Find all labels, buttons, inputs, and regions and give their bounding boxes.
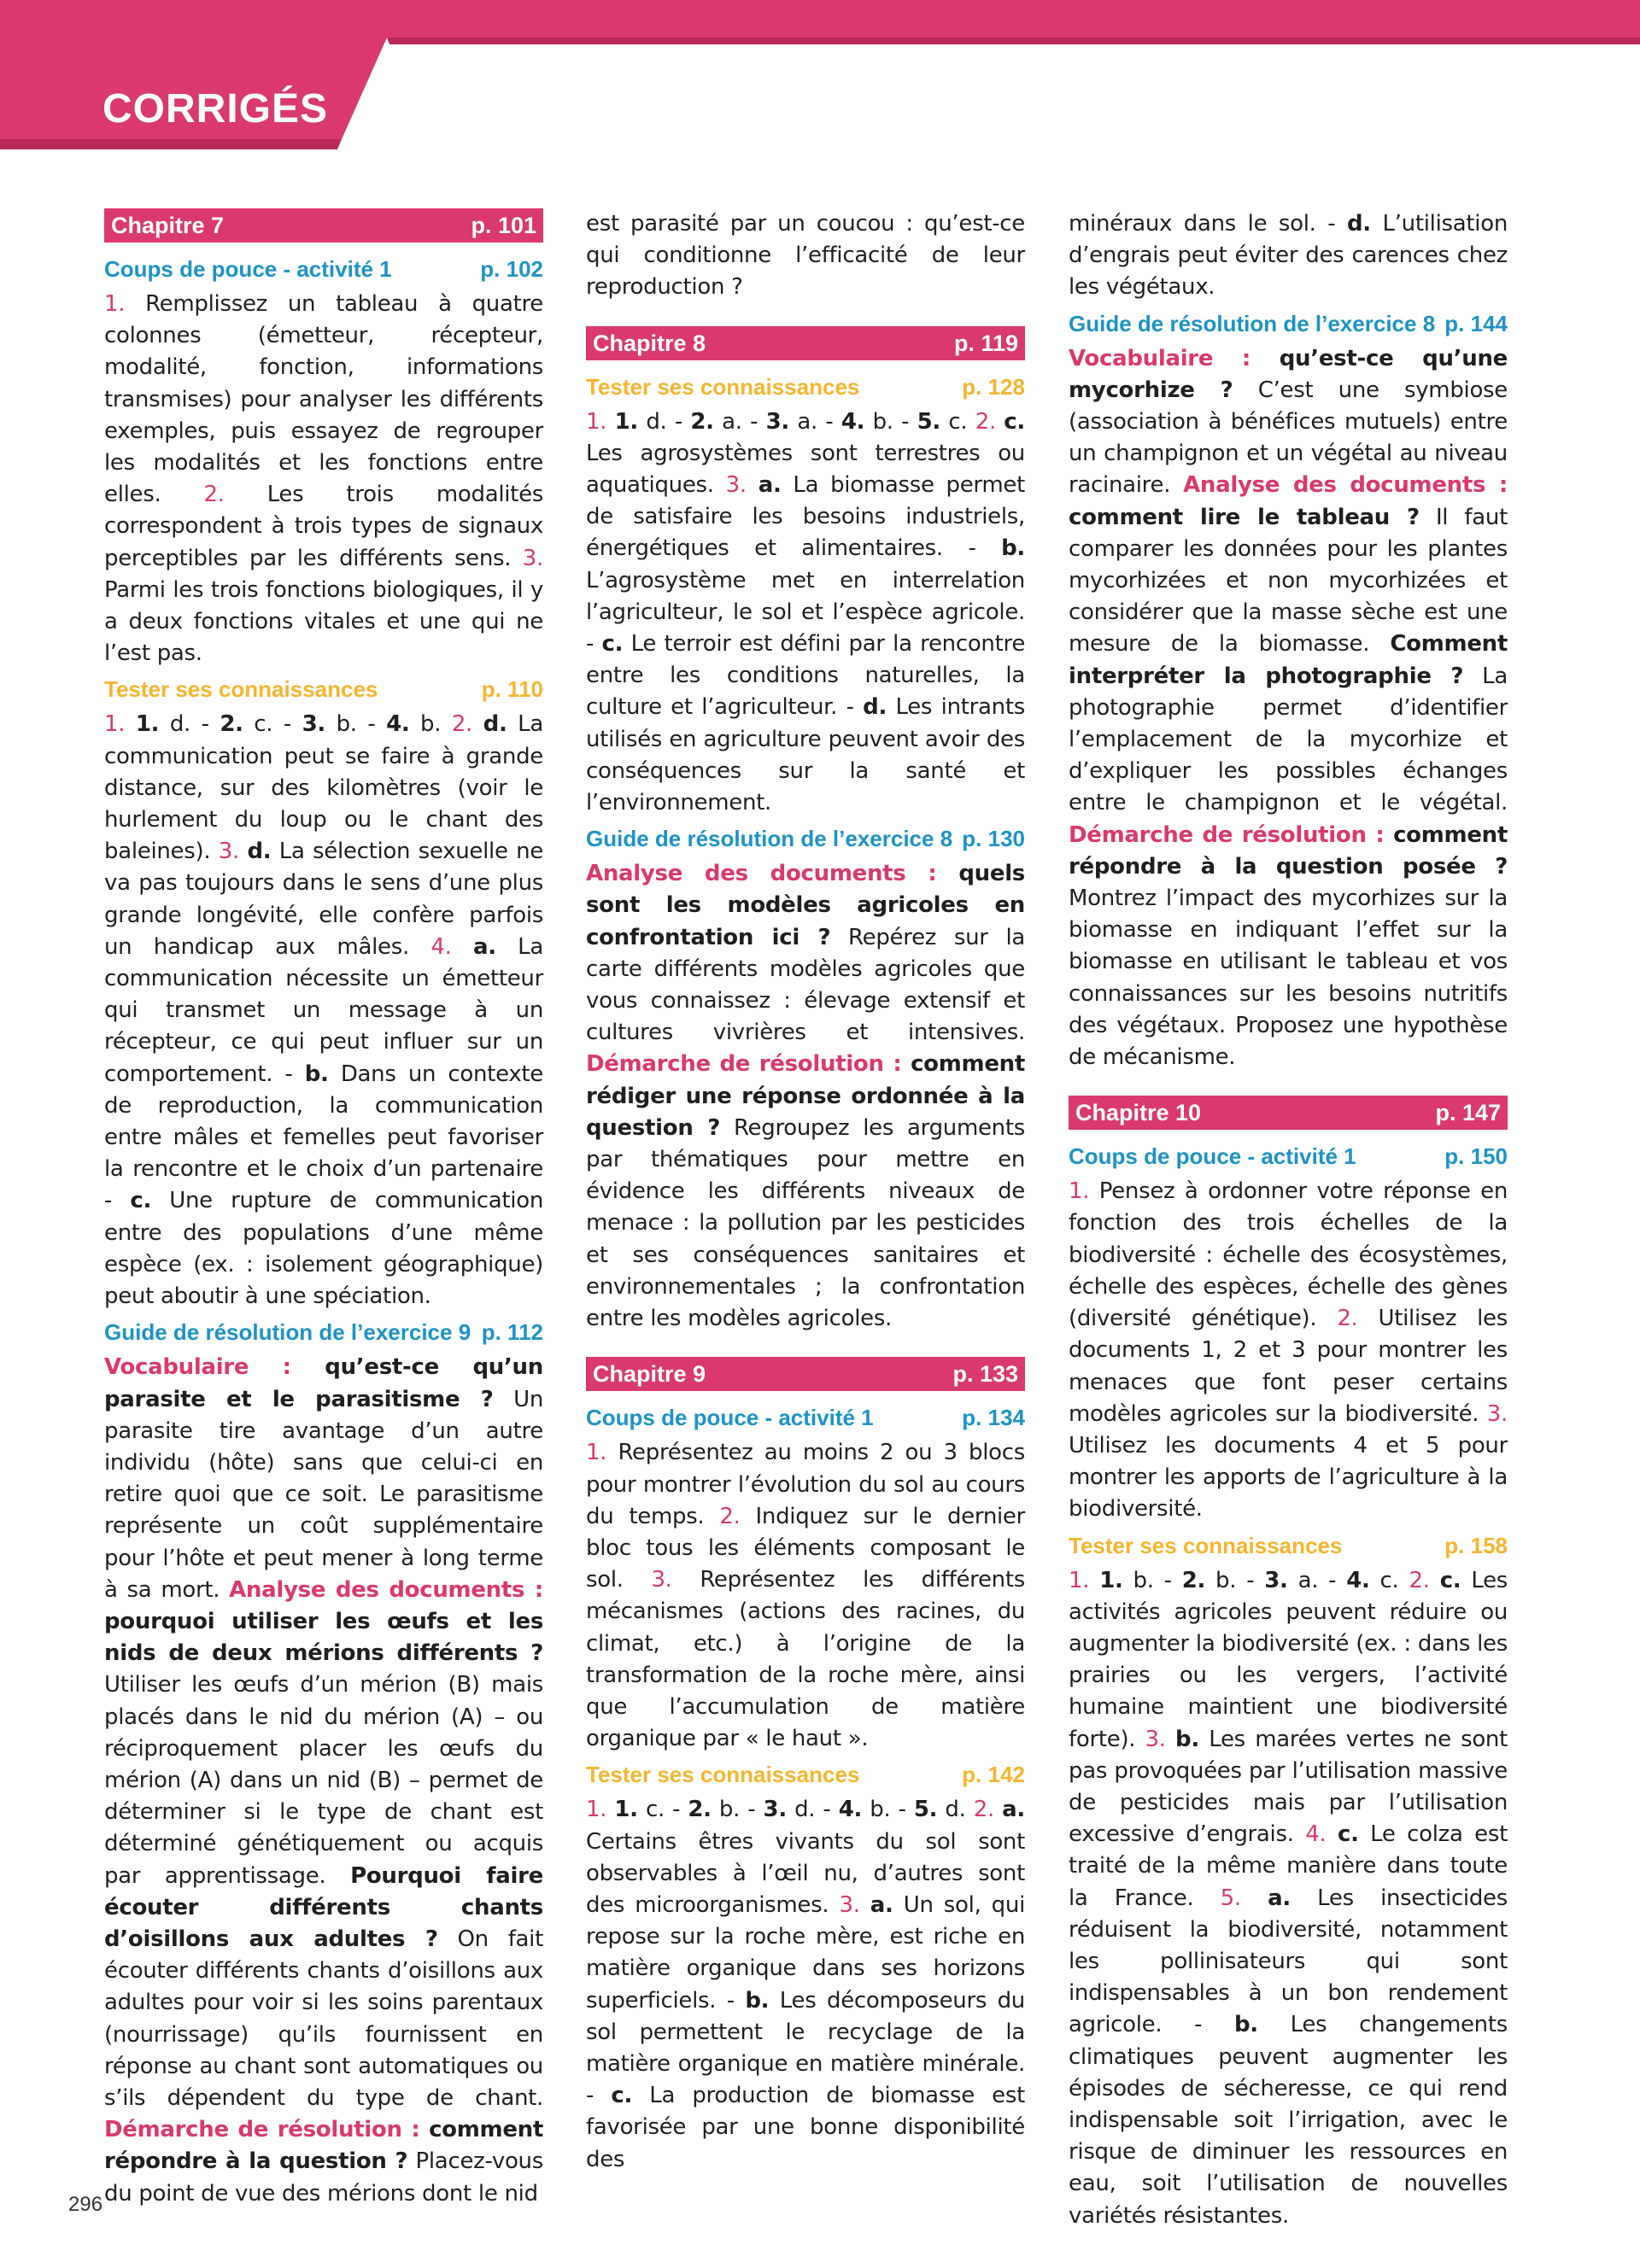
text-run: b. - [864, 408, 917, 435]
chapter-10-header [1069, 1096, 1508, 1130]
chapter-title: Chapitre 9 [593, 1361, 706, 1388]
item-number: 2. [975, 408, 1004, 435]
section-page: p. 110 [481, 676, 543, 703]
tester-heading [586, 367, 1025, 406]
section-label: Tester ses connaissances [104, 676, 378, 703]
item-number: 1. [586, 1797, 615, 1823]
text-run: Représentez au moins 2 ou 3 blocs pour montrer l’évolution du sol au cours du temps. [586, 1440, 1025, 1529]
section-page: p. 102 [480, 256, 543, 282]
text-run: Les insecticides réduisent la biodiversité, notamment les pollinisateurs qui sont indispensables à un bon rendement agricole. - [1069, 1885, 1508, 2038]
text-run: b. - [711, 1797, 764, 1823]
bold-run: c. [601, 631, 624, 658]
guide-heading [104, 1312, 543, 1352]
section-page: p. 128 [962, 373, 1025, 400]
item-number: 3. [1145, 1726, 1176, 1752]
bold-run: 2. [220, 711, 243, 738]
bold-run: 1. [614, 408, 638, 435]
bold-run: c. [1439, 1567, 1461, 1593]
section-label: Guide de résolution de l’exercice 8 [1069, 310, 1436, 336]
item-number: 3. [725, 472, 758, 499]
coups-de-pouce-heading [1069, 1137, 1508, 1176]
bold-run: 4. [838, 1797, 863, 1823]
text-run: Utilisez les documents 1, 2 et 3 pour montrer les menaces que font peser certains modèles agricoles sur la biodiversité. [1069, 1306, 1508, 1427]
text-run: L’agrosystème met en interrelation l’agriculteur, le sol et l’espèce agricole. - [586, 567, 1025, 658]
guide-text [586, 858, 1025, 1335]
bold-run: 2. [690, 408, 714, 435]
text-run: c. [940, 408, 975, 435]
bold-run: d. [483, 711, 507, 738]
item-number: 3. [651, 1567, 700, 1593]
section-label: Coups de pouce - activité 1 [104, 256, 392, 282]
item-number: 2. [451, 711, 483, 738]
pink-label: Vocabulaire : [1069, 345, 1280, 371]
chapter-7-header [104, 208, 543, 243]
text-run: Les changements climatiques peuvent augmenter les épisodes de sécheresse, ce qui rend indispensable soit l’irrigation, avec le risque de diminuer les ressources en eau, soit l’utilisation de nouvelles variétés résistantes. [1069, 2012, 1508, 2229]
tester-text [586, 1794, 1025, 2175]
text-run: Montrez l’impact des mycorhizes sur la biomasse en indiquant l’effet sur la biomasse en utilisant le tableau et vos connaissances sur les besoins nutritifs des végétaux. Proposez une hypothèse de mécanisme. [1069, 886, 1508, 1071]
bold-run: 2. [688, 1797, 712, 1823]
text-run: c. - [243, 711, 302, 738]
text-run: Placez-vous du point de vue des mérions dont le nid [104, 2148, 543, 2207]
bold-run: qu’est-ce qu’une mycorhize ? [1069, 345, 1508, 403]
bold-run: comment répondre à la question ? [104, 2117, 543, 2175]
text-run: Remplissez un tableau à quatre colonnes (émetteur, récepteur, modalité, fonction, informations transmises) pour analyser les différents exemples, puis essayez de regrouper les modalités et les fonctions entre elles. [104, 291, 544, 508]
guide-heading [586, 819, 1025, 858]
text-run: Les trois modalités correspondent à trois types de signaux perceptibles par les différents sens. [104, 482, 544, 571]
page-title: CORRIGÉS [102, 86, 329, 132]
section-label: Coups de pouce - activité 1 [1069, 1143, 1356, 1170]
item-number: 3. [839, 1891, 870, 1918]
section-label: Tester ses connaissances [586, 373, 860, 400]
bold-run: 1. [614, 1797, 638, 1823]
text-run: a. - [788, 408, 841, 435]
bold-run: 4. [840, 408, 865, 435]
bold-run: a. [870, 1891, 893, 1918]
text-run: Les intrants utilisés en agriculture peuvent avoir des conséquences sur la santé et l’environnement. [586, 694, 1025, 816]
text-run: Utilisez les documents 4 et 5 pour montrer les apports de l’agriculture à la biodiversité. [1069, 1432, 1508, 1523]
bold-run: b. [1001, 535, 1025, 562]
bold-run: 3. [765, 408, 789, 435]
section-page: p. 150 [1444, 1143, 1508, 1170]
continued-text [1069, 208, 1508, 304]
column-2 [586, 208, 1025, 2176]
bold-run: 1. [135, 711, 160, 738]
section-page: p. 142 [962, 1762, 1025, 1788]
bold-run: 5. [917, 408, 940, 435]
item-number: 1. [104, 291, 146, 317]
item-number: 1. [1069, 1567, 1100, 1593]
text-run: La production de biomasse est favorisée par une bonne disponibilité des [586, 2083, 1025, 2172]
text-run: Représentez les différents mécanismes (actions des racines, du climat, etc.) à l’origine de la transformation de la roche mère, ainsi que l’accumulation de matière organique par « le haut ». [586, 1567, 1025, 1752]
bold-run: d. [863, 694, 887, 721]
chapter-9-header [586, 1357, 1025, 1391]
item-number: 1. [586, 1440, 618, 1466]
text-run: La biomasse permet de satisfaire les besoins industriels, énergétiques et alimentaires. - [586, 472, 1025, 562]
section-label: Tester ses connaissances [1069, 1532, 1343, 1558]
bold-run: a. [472, 933, 496, 960]
section-page: p. 144 [1444, 310, 1508, 336]
text-run: On fait écouter différents chants d’oisillons aux adultes pour voir si les soins parentaux (nourrissage) qu’ils fournissent en réponse au chant sont automatiques ou s’ils dépendent du type de chant. [104, 1926, 543, 2111]
bold-run: c. [1004, 408, 1025, 435]
page-number: 296 [68, 2193, 103, 2216]
bold-run: 4. [386, 711, 410, 738]
bold-run: b. [1175, 1726, 1199, 1752]
item-number: 3. [1486, 1400, 1508, 1427]
bold-run: a. [758, 472, 782, 499]
text-run: Un sol, qui repose sur la roche mère, est riche en matière organique dans ses horizons superficiels. - [586, 1891, 1025, 2014]
text-run: Un parasite tire avantage d’un autre individu (hôte) sans que celui-ci en retire quoi que ce soit. Le parasitisme représente un coût supplémentaire pour l’hôte et peut mener à long terme à sa mort. [104, 1386, 543, 1603]
item-number: 2. [1409, 1567, 1440, 1593]
tester-text [1069, 1565, 1508, 2232]
text-run: d. - [159, 711, 220, 738]
bold-run: comment lire le tableau ? [1069, 504, 1420, 530]
bold-run: 3. [1264, 1567, 1288, 1593]
text-run: La communication peut se faire à grande distance, sur des kilomètres (voir le hurlement du loup ou le chant des baleines). [104, 711, 543, 865]
text-run: b. - [1205, 1567, 1265, 1593]
chapter-8-header [586, 326, 1025, 360]
coups-de-pouce-text [1069, 1176, 1508, 1525]
item-number: 5. [1220, 1885, 1268, 1911]
text-run: b. - [1122, 1567, 1182, 1593]
text-run: est parasité par un coucou : qu’est-ce qui conditionne l’efficacité de leur reproduction ? [586, 211, 1025, 301]
chapter-title: Chapitre 8 [593, 330, 706, 356]
text-run: La communication nécessite un émetteur qui transmet un message à un récepteur, ce qui peut influer sur un comportement. - [104, 933, 544, 1087]
text-run: Certains êtres vivants du sol sont observables à l’œil nu, d’autres sont des microorganismes. [586, 1828, 1025, 1918]
text-run: c. - [637, 1797, 688, 1823]
text-run: Il faut comparer les données pour les plantes mycorhizées et non mycorhizées et considérer que la masse sèche est une mesure de la biomasse. [1069, 504, 1508, 658]
text-run: Utiliser les œufs d’un mérion (B) mais placés dans le nid du mérion (A) – ou réciproquement placer les œufs du mérion (A) dans un nid (B) – permet de déterminer si le type de chant est déterminé génétiquement ou acquis par apprentissage. [104, 1672, 543, 1889]
text-run: Regroupez les arguments par thématiques pour mettre en évidence les différents niveaux de menace : la pollution par les pesticides et ses conséquences sanitaires et environnementales ; la confrontation entre les modèles agricoles. [586, 1114, 1025, 1332]
header-banner-shape [0, 0, 1640, 158]
bold-run: Comment interpréter la photographie ? [1069, 631, 1508, 689]
tester-heading [1069, 1526, 1508, 1565]
coups-de-pouce-text [104, 289, 543, 669]
header-banner [0, 0, 1640, 158]
bold-run: d. [247, 839, 272, 865]
column-1 [104, 208, 543, 2210]
chapter-page: p. 133 [952, 1361, 1018, 1388]
text-run: a. - [713, 408, 766, 435]
coups-de-pouce-heading [104, 249, 543, 289]
chapter-page: p. 119 [953, 330, 1018, 356]
text-run: Une rupture de communication entre des populations d’une même espèce (ex. : isolement géographique) peut aboutir à une spéciation. [104, 1188, 543, 1310]
pink-label: Démarche de résolution : [104, 2117, 430, 2143]
section-label: Guide de résolution de l’exercice 9 [104, 1319, 472, 1346]
text-run: Les décomposeurs du sol permettent le recyclage de la matière organique en matière minérale. - [586, 1987, 1025, 2109]
text-run: Les activités agricoles peuvent réduire ou augmenter la biodiversité (ex. : dans les prairies ou les vergers, l’activité humaine maintient une biodiversité forte). [1069, 1567, 1508, 1752]
bold-run: b. [304, 1061, 329, 1087]
section-label: Coups de pouce - activité 1 [586, 1405, 874, 1431]
item-number: 4. [430, 933, 473, 960]
pink-label: Vocabulaire : [104, 1354, 325, 1381]
text-run: Les agrosystèmes sont terrestres ou aquatiques. [586, 440, 1025, 499]
continued-text [586, 208, 1025, 304]
item-number: 1. [104, 711, 136, 738]
tester-heading [586, 1755, 1025, 1794]
text-run: C’est une symbiose (association à bénéfices mutuels) entre un champignon et un végétal au niveau racinaire. [1069, 377, 1508, 499]
bold-run: 2. [1181, 1567, 1206, 1593]
bold-run: 3. [763, 1797, 787, 1823]
bold-run: c. [1337, 1821, 1359, 1848]
bold-run: comment rédiger une réponse ordonnée à la question ? [586, 1051, 1025, 1141]
bold-run: 4. [1346, 1567, 1370, 1593]
pink-label: Analyse des documents : [229, 1576, 543, 1603]
bold-run: a. [1002, 1797, 1025, 1823]
bold-run: quels sont les modèles agricoles en confrontation ici ? [586, 861, 1025, 950]
guide-text [1069, 343, 1508, 1074]
pink-label: Analyse des documents : [586, 861, 959, 887]
bold-run: 1. [1099, 1567, 1123, 1593]
column-3 [1069, 208, 1508, 2232]
tester-text [104, 709, 543, 1312]
item-number: 1. [1069, 1178, 1099, 1205]
text-run: Pensez à ordonner votre réponse en fonction des trois échelles de la biodiversité : échelle des écosystèmes, échelle des espèces, échelle des gènes (diversité génétique). [1069, 1178, 1508, 1332]
chapter-page: p. 101 [471, 213, 536, 238]
bold-run: d. [1347, 211, 1371, 237]
text-run: d. [937, 1797, 974, 1823]
guide-text [104, 1352, 543, 2209]
section-label: Guide de résolution de l’exercice 8 [586, 826, 953, 852]
bold-run: qu’est-ce qu’un parasite et le parasitisme ? [104, 1354, 543, 1412]
guide-heading [1069, 304, 1508, 343]
chapter-title: Chapitre 10 [1075, 1100, 1202, 1126]
text-run: Dans un contexte de reproduction, la communication entre mâles et femelles peut favoriser la rencontre et le choix d’un partenaire - [104, 1061, 543, 1214]
text-run: Repérez sur la carte différents modèles agricoles que vous connaissez : élevage extensif et cultures vivrières et intensives. [586, 924, 1025, 1046]
text-run: Le terroir est défini par la rencontre entre les conditions naturelles, la culture et l’agriculteur. - [586, 631, 1026, 721]
section-page: p. 112 [481, 1319, 543, 1346]
text-run: d. - [637, 408, 691, 435]
text-run: d. - [786, 1797, 839, 1823]
bold-run: 5. [913, 1797, 938, 1823]
item-number: 3. [522, 545, 543, 571]
bold-run: c. [611, 2083, 633, 2109]
tester-text [586, 406, 1025, 820]
chapter-page: p. 147 [1435, 1100, 1501, 1126]
text-run: b. [409, 711, 452, 738]
bold-run: b. [1233, 2012, 1258, 2038]
bold-run: b. [745, 1987, 770, 2014]
text-run: Le colza est traité de la même manière dans toute la France. [1069, 1821, 1508, 1911]
item-number: 4. [1305, 1821, 1338, 1848]
section-page: p. 130 [962, 826, 1025, 852]
text-run: minéraux dans le sol. - [1069, 211, 1347, 237]
text-run: c. [1369, 1567, 1409, 1593]
bold-run: pourquoi utiliser les œufs et les nids de deux mérions différents ? [104, 1608, 543, 1667]
bold-run: comment répondre à la question posée ? [1069, 821, 1508, 880]
text-run: b. - [325, 711, 387, 738]
text-run: La sélection sexuelle ne va pas toujours dans le sens d’une plus grande longévité, elle confère parfois un handicap aux mâles. [104, 839, 543, 960]
text-run: a. - [1287, 1567, 1347, 1593]
pink-label: Analyse des documents : [1183, 472, 1508, 499]
item-number: 2. [973, 1797, 1003, 1823]
bold-run: Pourquoi faire écouter différents chants d’oisillons aux adultes ? [104, 1862, 543, 1952]
item-number: 2. [1337, 1306, 1379, 1332]
text-run: L’utilisation d’engrais peut éviter des carences chez les végétaux. [1069, 211, 1508, 301]
section-page: p. 158 [1444, 1532, 1508, 1558]
pink-label: Démarche de résolution : [1069, 821, 1394, 848]
pink-label: Démarche de résolution : [586, 1051, 911, 1078]
text-run: b. - [862, 1797, 914, 1823]
text-run: La photographie permet d’identifier l’emplacement de la mycorhize et d’expliquer les possibles échanges entre le champignon et le végétal. [1069, 663, 1508, 816]
text-run: Indiquez sur le dernier bloc tous les éléments composant le sol. [586, 1503, 1026, 1593]
tester-heading [104, 669, 543, 709]
item-number: 2. [719, 1503, 756, 1529]
item-number: 1. [586, 408, 615, 435]
text-run: Parmi les trois fonctions biologiques, il y a deux fonctions vitales et une qui ne l’est pas. [104, 576, 543, 667]
text-run: Les marées vertes ne sont pas provoquées par l’utilisation massive de pesticides mais par l’utilisation excessive d’engrais. [1069, 1726, 1508, 1848]
bold-run: c. [130, 1188, 152, 1214]
coups-de-pouce-text [586, 1437, 1025, 1755]
item-number: 3. [218, 839, 248, 865]
coups-de-pouce-heading [586, 1398, 1025, 1437]
bold-run: a. [1268, 1885, 1291, 1911]
bold-run: 3. [302, 711, 325, 738]
item-number: 2. [203, 482, 267, 508]
chapter-title: Chapitre 7 [111, 213, 225, 238]
section-label: Tester ses connaissances [586, 1762, 860, 1788]
section-page: p. 134 [962, 1405, 1025, 1431]
